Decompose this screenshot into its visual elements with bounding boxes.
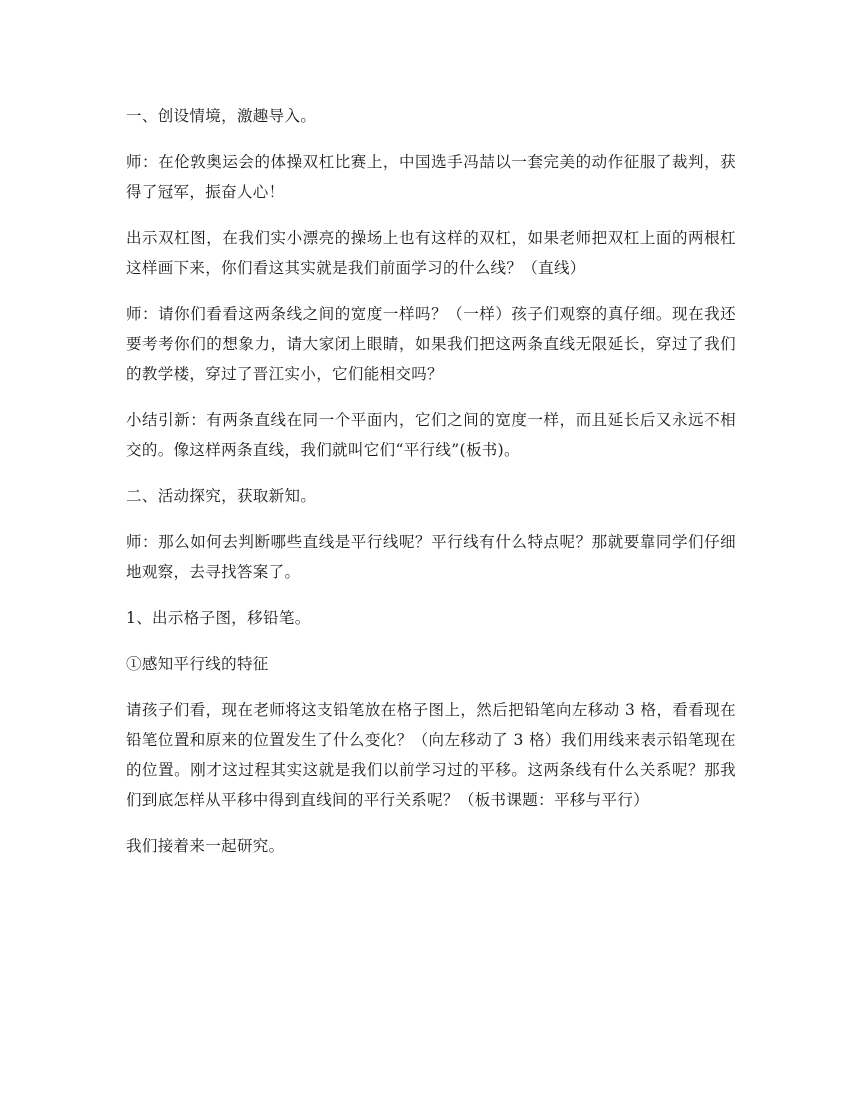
paragraph-teacher-question: 师：请你们看看这两条线之间的宽度一样吗？（一样）孩子们观察的真仔细。现在我还要考考你们的想象力，请大家闭上眼睛，如果我们把这两条直线无限延长，穿过了我们的教学楼，穿过了晋江实小，它们能相交吗？	[126, 305, 736, 383]
section-heading-1: 一、创设情境，激趣导入。	[126, 107, 317, 125]
paragraph-teacher-intro: 师：在伦敦奥运会的体操双杠比赛上，中国选手冯喆以一套完美的动作征服了裁判，获得了冠军，振奋人心！	[126, 153, 736, 201]
paragraph-summary: 小结引新：有两条直线在同一个平面内，它们之间的宽度一样，而且延长后又永远不相交的。像这样两条直线，我们就叫它们“平行线”(板书)。	[126, 411, 736, 459]
paragraph-teacher-judgement: 师：那么如何去判断哪些直线是平行线呢？平行线有什么特点呢？那就要靠同学们仔细地观察，去寻找答案了。	[126, 533, 736, 581]
paragraph-parallel-bars: 出示双杠图，在我们实小漂亮的操场上也有这样的双杠，如果老师把双杠上面的两根杠这样画下来，你们看这其实就是我们前面学习的什么线？（直线）	[126, 229, 736, 277]
paragraph-pencil-translation: 请孩子们看，现在老师将这支铅笔放在格子图上，然后把铅笔向左移动 3 格，看看现在铅笔位置和原来的位置发生了什么变化？（向左移动了 3 格）我们用线来表示铅笔现在的位置。刚才这过程其实这就是我们以前学习过的平移。这两条线有什么关系呢？那我们到底怎样从平移中得到直线间的平行关系呢？（板书课题：平移与平行）	[126, 701, 736, 809]
document-body	[126, 101, 736, 877]
paragraph-step-1: 1、出示格子图，移铅笔。	[126, 609, 311, 627]
section-heading-2: 二、活动探究，获取新知。	[126, 487, 317, 505]
paragraph-closing: 我们接着来一起研究。	[126, 837, 285, 855]
paragraph-subheading: ①感知平行线的特征	[126, 655, 269, 673]
